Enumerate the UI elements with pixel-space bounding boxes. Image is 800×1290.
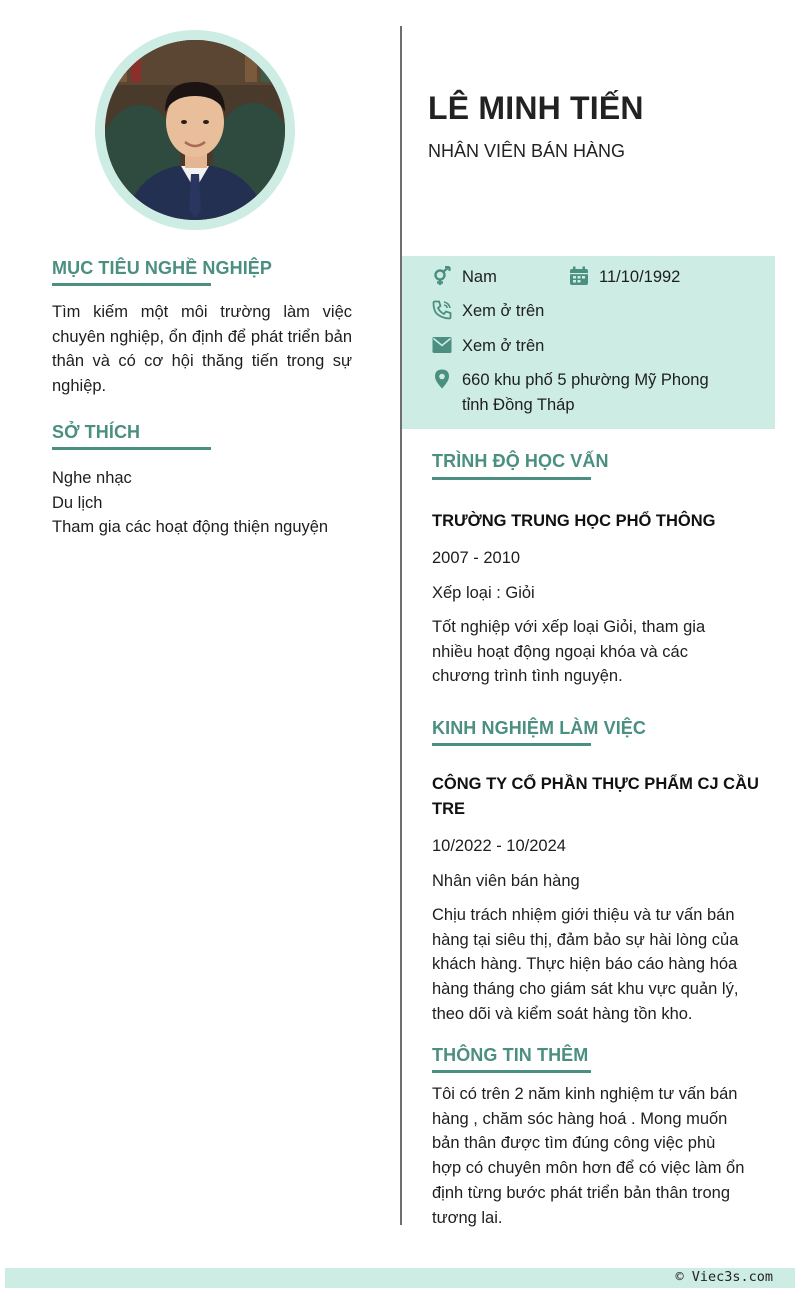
education-grade: Xếp loại : Giỏi bbox=[432, 584, 535, 602]
gender-icon bbox=[432, 266, 452, 286]
mail-icon bbox=[432, 335, 452, 355]
additional-desc-line: Tôi có trên 2 năm kinh nghiệm tư vấn bán bbox=[432, 1085, 738, 1103]
hobby-item: Nghe nhạc bbox=[52, 469, 132, 487]
experience-period: 10/2022 - 10/2024 bbox=[432, 837, 566, 855]
full-name: LÊ MINH TIẾN bbox=[428, 90, 644, 126]
education-underline bbox=[432, 477, 591, 480]
profile-photo-icon bbox=[105, 40, 285, 220]
experience-company bbox=[432, 772, 762, 822]
additional-info-title: THÔNG TIN THÊM bbox=[432, 1045, 589, 1065]
address-line-2: tỉnh Đồng Tháp bbox=[462, 395, 575, 414]
experience-underline bbox=[432, 743, 591, 746]
additional-desc-line: hợp có chuyên môn hơn để có việc làm ổn bbox=[432, 1159, 745, 1178]
additional-desc-line: tương lai. bbox=[432, 1208, 503, 1227]
job-title: NHÂN VIÊN BÁN HÀNG bbox=[428, 141, 626, 161]
education-desc-line: nhiều hoạt động ngoại khóa và các bbox=[432, 642, 688, 661]
birthday-row bbox=[569, 265, 680, 290]
education-school: TRƯỜNG TRUNG HỌC PHỔ THÔNG bbox=[432, 512, 716, 530]
experience-desc-line: hàng tháng cho giám sát khu vực quản lý, bbox=[432, 980, 739, 999]
location-pin-icon bbox=[432, 369, 452, 389]
career-objective-title: MỤC TIÊU NGHỀ NGHIỆP bbox=[52, 258, 273, 278]
education-period: 2007 - 2010 bbox=[432, 549, 521, 567]
hobby-item: Du lịch bbox=[52, 493, 103, 512]
phone-icon bbox=[432, 300, 452, 320]
phone-row bbox=[432, 299, 544, 324]
hobbies-title: SỞ THÍCH bbox=[52, 422, 141, 442]
career-objective-text: Tìm kiếm một môi trường làm việc chuyên nghiệp, ổn định để phát triển bản thân và có cơ hội thăng tiến trong sự nghiệp. bbox=[52, 303, 352, 396]
birthday-value: 11/10/1992 bbox=[599, 268, 681, 286]
calendar-icon bbox=[569, 266, 589, 286]
gender-row bbox=[432, 265, 497, 290]
education-description bbox=[432, 615, 762, 689]
email-row bbox=[432, 334, 544, 359]
gender-value: Nam bbox=[462, 268, 497, 286]
additional-info-underline bbox=[432, 1070, 591, 1073]
career-objective-underline bbox=[52, 283, 211, 286]
experience-desc-line: hàng tại siêu thị, đảm bảo sự hài lòng của bbox=[432, 930, 739, 949]
avatar bbox=[105, 40, 285, 220]
experience-position: Nhân viên bán hàng bbox=[432, 872, 580, 890]
footer-credit: © Viec3s.com bbox=[675, 1269, 773, 1285]
education-desc-line: Tốt nghiệp với xếp loại Giỏi, tham gia bbox=[432, 618, 706, 636]
education-desc-line: chương trình tình nguyện. bbox=[432, 667, 623, 686]
column-divider bbox=[400, 26, 402, 1225]
experience-company-line: TRE bbox=[432, 800, 465, 818]
experience-desc-line: theo dõi và kiểm soát hàng tồn kho. bbox=[432, 1004, 693, 1023]
education-title: TRÌNH ĐỘ HỌC VẤN bbox=[432, 451, 609, 471]
additional-desc-line: hàng , chăm sóc hàng hoá . Mong muốn bbox=[432, 1109, 728, 1128]
additional-desc-line: định từng bước phát triển bản thân trong bbox=[432, 1183, 731, 1202]
contact-box bbox=[402, 256, 775, 429]
experience-desc-line: khách hàng. Thực hiện báo cáo hàng hóa bbox=[432, 955, 738, 974]
experience-desc-line: Chịu trách nhiệm giới thiệu và tư vấn bán bbox=[432, 906, 735, 924]
hobby-item: Tham gia các hoạt động thiện nguyện bbox=[52, 518, 329, 536]
hobbies-list bbox=[52, 466, 328, 540]
address-row bbox=[432, 368, 709, 417]
phone-value: Xem ở trên bbox=[462, 302, 545, 320]
experience-title: KINH NGHIỆM LÀM VIỆC bbox=[432, 718, 647, 738]
additional-desc-line: bản thân được tìm đúng công việc phù bbox=[432, 1134, 716, 1153]
footer-bar bbox=[5, 1268, 795, 1288]
email-value: Xem ở trên bbox=[462, 337, 545, 355]
hobbies-underline bbox=[52, 447, 211, 450]
address-value bbox=[462, 368, 709, 417]
experience-company-line: CÔNG TY CỔ PHẦN THỰC PHẨM CJ CẦU bbox=[432, 775, 759, 793]
address-line-1: 660 khu phố 5 phường Mỹ Phong bbox=[462, 371, 709, 389]
experience-description bbox=[432, 903, 762, 1027]
additional-info-description bbox=[432, 1082, 762, 1230]
